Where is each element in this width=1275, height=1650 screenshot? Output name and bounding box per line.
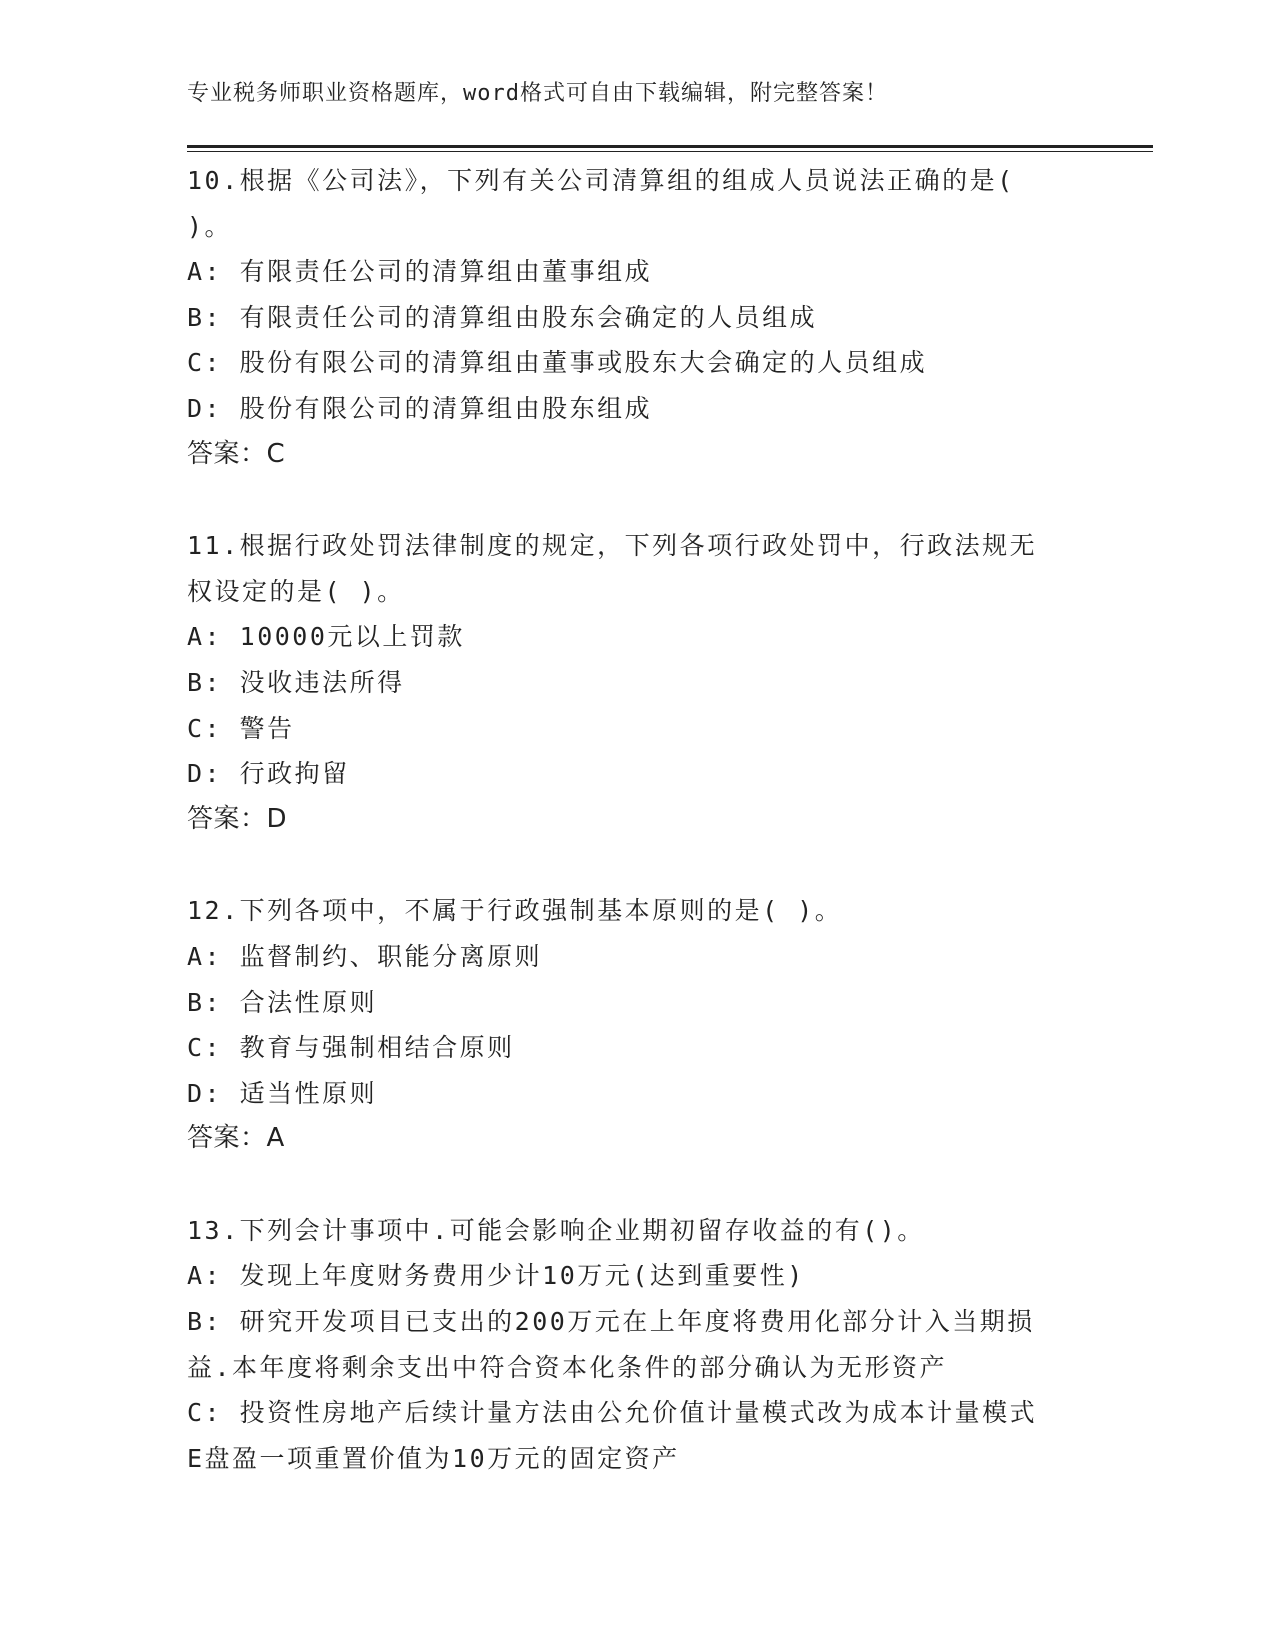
option-a: A: 监督制约、职能分离原则 <box>187 941 543 971</box>
option-d: D: 行政拘留 <box>187 759 350 789</box>
option-e: E盘盈一项重置价值为10万元的固定资产 <box>187 1443 680 1473</box>
question-stem: 11.根据行政处罚法律制度的规定，下列各项行政处罚中，行政法规无 <box>187 531 1038 561</box>
question-13 <box>187 1208 1087 1482</box>
option-c: C: 股份有限公司的清算组由董事或股东大会确定的人员组成 <box>187 348 928 378</box>
question-stem: 13.下列会计事项中.可能会影响企业期初留存收益的有()。 <box>187 1215 925 1245</box>
option-b: B: 有限责任公司的清算组由股东会确定的人员组成 <box>187 302 818 332</box>
answer-label: 答案：D <box>187 803 288 834</box>
option-a: A: 有限责任公司的清算组由董事组成 <box>187 257 653 287</box>
option-b: B: 研究开发项目已支出的200万元在上年度将费用化部分计入当期损 <box>187 1307 1035 1337</box>
question-stem: 10.根据《公司法》，下列有关公司清算组的组成人员说法正确的是( <box>187 166 1015 195</box>
page-header: 专业税务师职业资格题库，word格式可自由下载编辑，附完整答案！ <box>187 81 888 106</box>
header-rule-thin <box>187 151 1153 152</box>
option-d: D: 适当性原则 <box>187 1078 378 1108</box>
question-12 <box>187 888 1087 1162</box>
option-b-continued: 益.本年度将剩余支出中符合资本化条件的部分确认为无形资产 <box>187 1352 948 1382</box>
option-a: A: 发现上年度财务费用少计10万元(达到重要性) <box>187 1261 805 1291</box>
option-c: C: 教育与强制相结合原则 <box>187 1033 515 1063</box>
option-c: C: 投资性房地产后续计量方法由公允价值计量模式改为成本计量模式 <box>187 1398 1038 1428</box>
question-stem: 权设定的是( )。 <box>187 576 405 606</box>
question-11 <box>187 523 1087 842</box>
question-stem: )。 <box>187 211 233 241</box>
option-d: D: 股份有限公司的清算组由股东组成 <box>187 393 653 423</box>
answer-label: 答案：C <box>187 438 286 469</box>
header-rule-thick <box>187 145 1153 148</box>
option-a: A: 10000元以上罚款 <box>187 622 465 652</box>
question-10 <box>187 158 1087 477</box>
question-stem: 12.下列各项中，不属于行政强制基本原则的是( )。 <box>187 896 843 926</box>
answer-label: 答案：A <box>187 1123 285 1154</box>
option-b: B: 合法性原则 <box>187 987 378 1017</box>
option-b: B: 没收违法所得 <box>187 667 405 697</box>
option-c: C: 警告 <box>187 713 295 743</box>
question-list <box>187 158 1087 1527</box>
